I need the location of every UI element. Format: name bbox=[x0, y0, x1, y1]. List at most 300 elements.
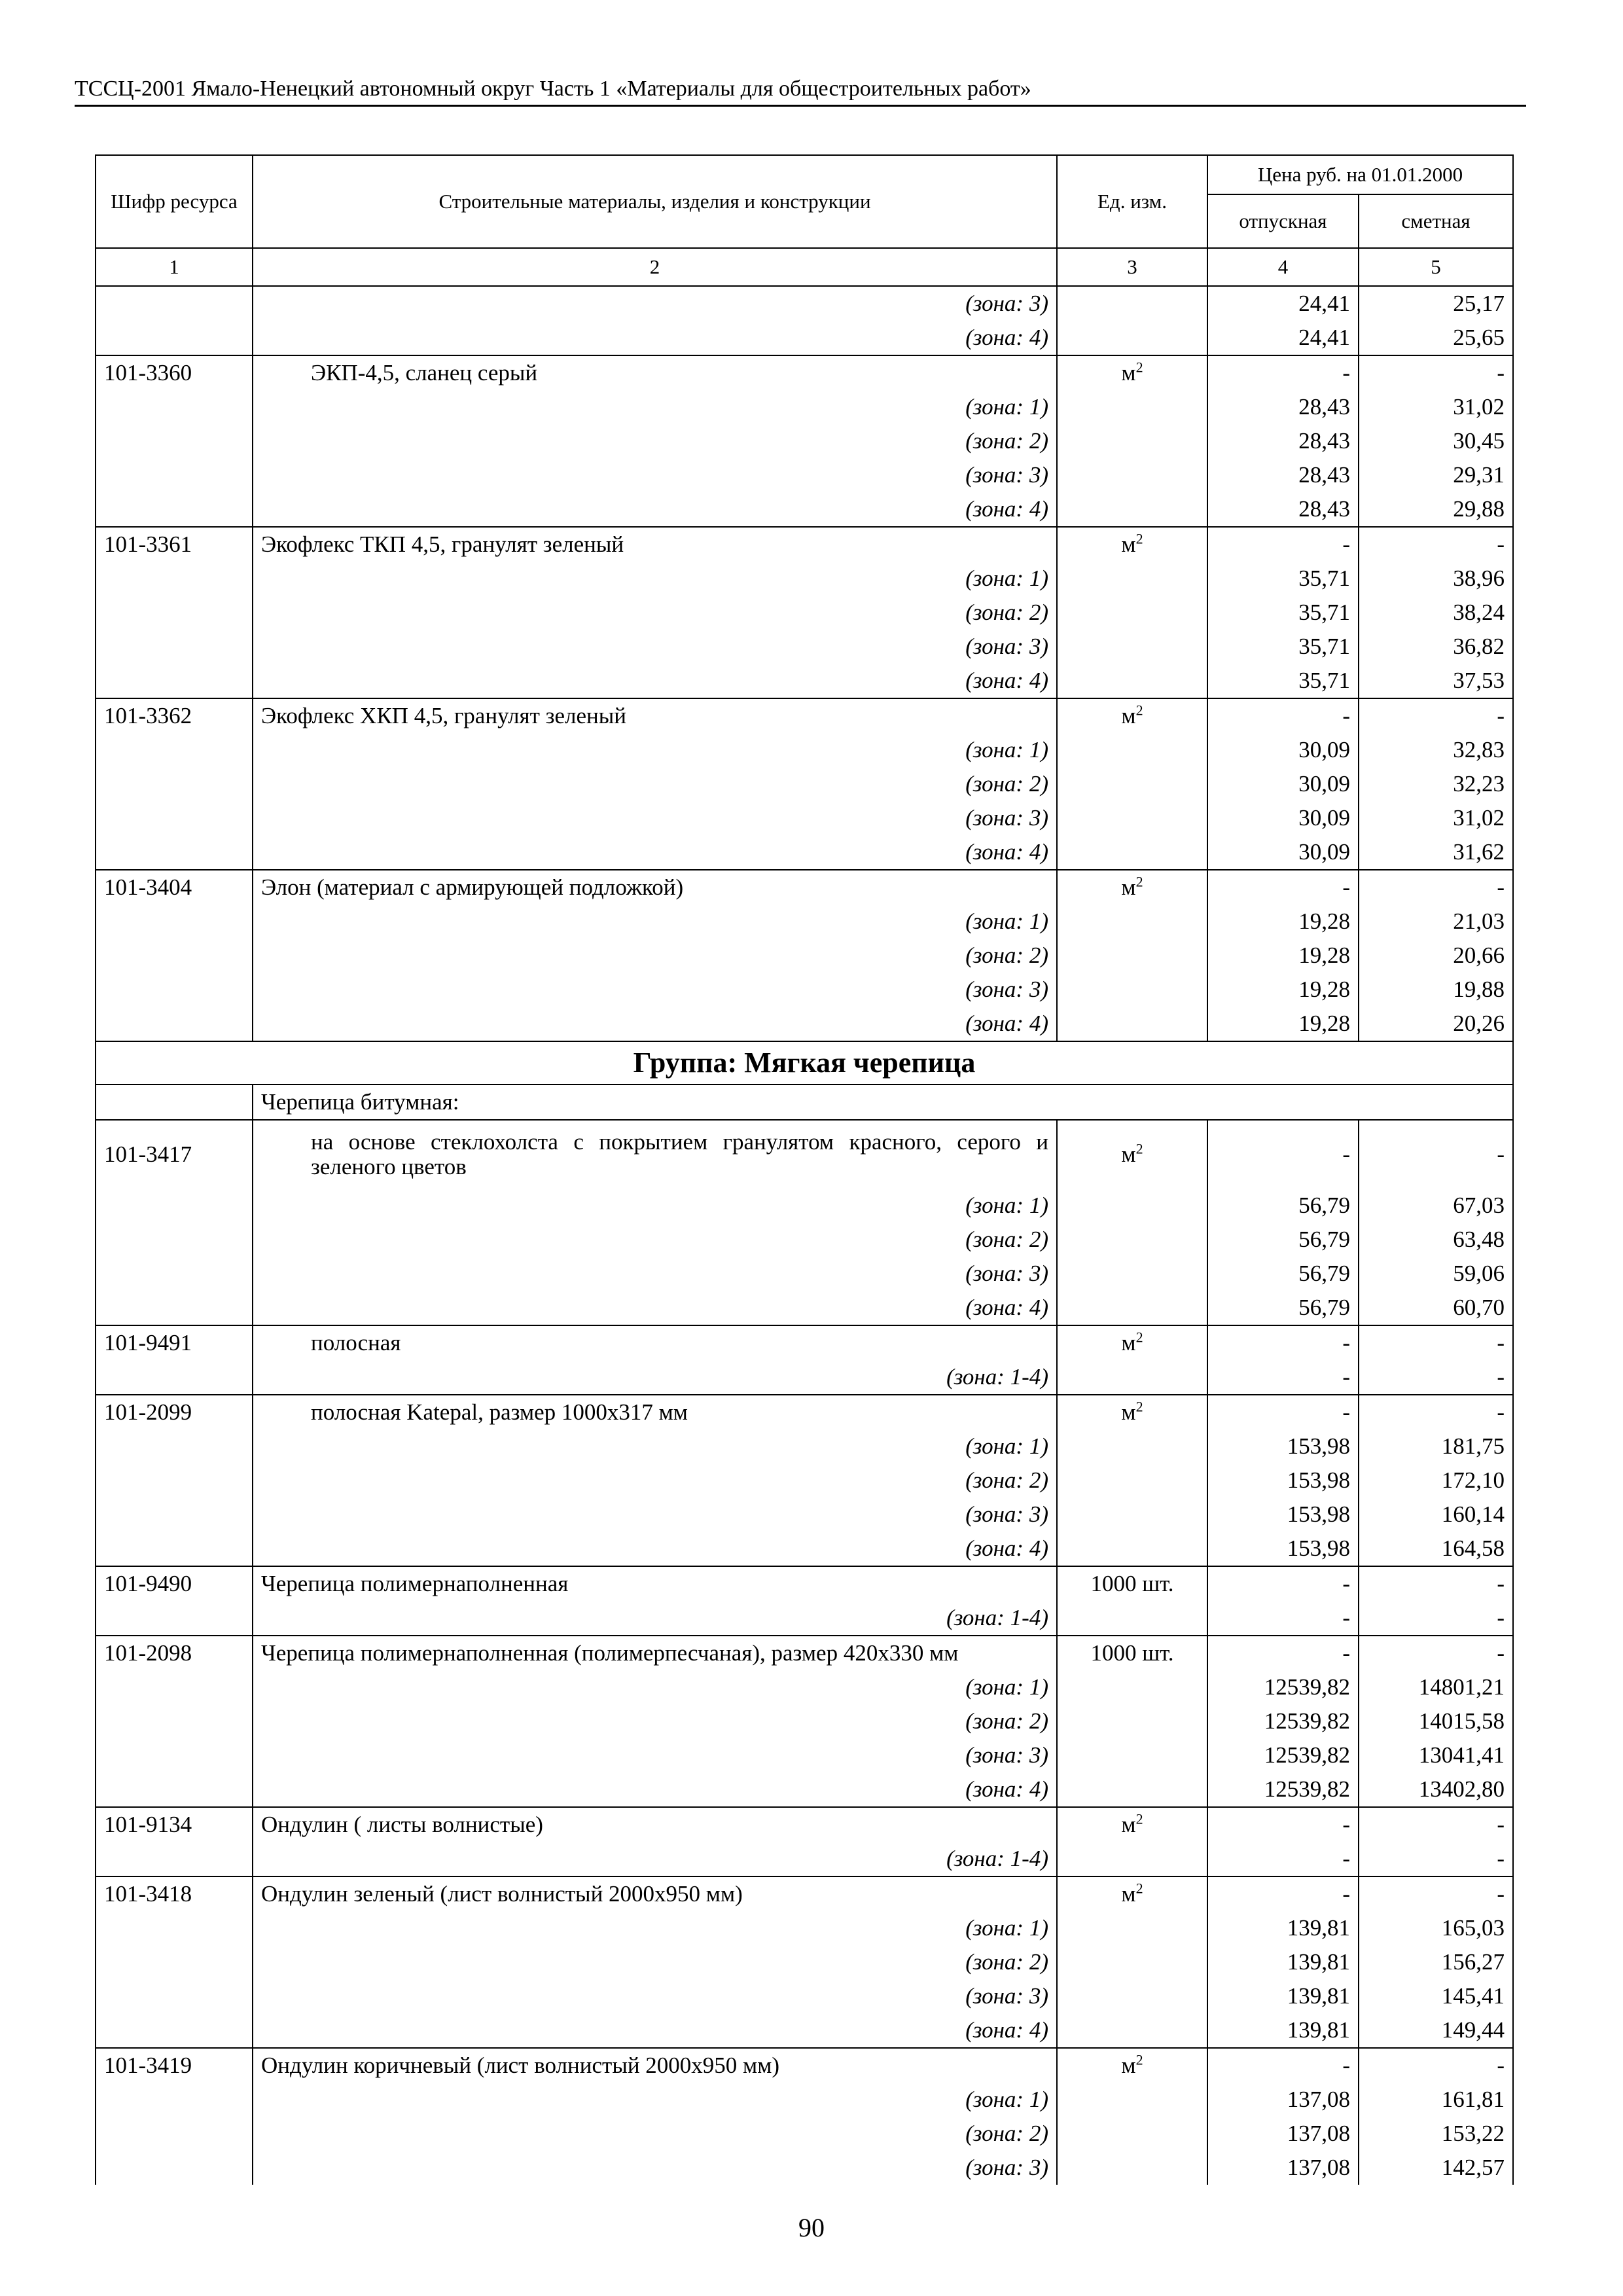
material-name: Ондулин зеленый (лист волнистый 2000х950 мм) bbox=[253, 1876, 1057, 1911]
estimate-price: 31,02 bbox=[1359, 390, 1513, 424]
unit-exponent: 2 bbox=[1135, 873, 1143, 890]
table-row bbox=[96, 1945, 1513, 1979]
zone-label: (зона: 3) bbox=[253, 1257, 1057, 1291]
zone-label: (зона: 2) bbox=[253, 1223, 1057, 1257]
resource-code bbox=[96, 1842, 253, 1876]
table-row bbox=[96, 1876, 1513, 1911]
unit-cell bbox=[1057, 1007, 1207, 1041]
table-row bbox=[96, 1566, 1513, 1601]
resource-code bbox=[96, 390, 253, 424]
unit-cell bbox=[1057, 1257, 1207, 1291]
release-price: - bbox=[1207, 1807, 1359, 1842]
resource-code bbox=[96, 973, 253, 1007]
estimate-price: 37,53 bbox=[1359, 664, 1513, 698]
material-name: Черепица полимернаполненная (полимерпесчаная), размер 420х330 мм bbox=[253, 1636, 1057, 1670]
release-price: 12539,82 bbox=[1207, 1670, 1359, 1704]
col-release-price-header: отпускная bbox=[1207, 194, 1359, 248]
zone-label: (зона: 1) bbox=[253, 733, 1057, 767]
release-price: 28,43 bbox=[1207, 492, 1359, 527]
table-row bbox=[96, 733, 1513, 767]
estimate-price: - bbox=[1359, 1395, 1513, 1429]
table-row bbox=[96, 1704, 1513, 1738]
resource-code: 101-9491 bbox=[96, 1325, 253, 1360]
unit-cell bbox=[1057, 939, 1207, 973]
table-row bbox=[96, 2117, 1513, 2151]
unit-cell bbox=[1057, 767, 1207, 801]
unit-text: м bbox=[1121, 1330, 1136, 1355]
unit-cell bbox=[1057, 801, 1207, 835]
resource-code bbox=[96, 767, 253, 801]
unit-exponent: 2 bbox=[1135, 2051, 1143, 2068]
estimate-price: 60,70 bbox=[1359, 1291, 1513, 1325]
table-row bbox=[96, 2013, 1513, 2048]
unit-cell bbox=[1057, 1842, 1207, 1876]
resource-code bbox=[96, 492, 253, 527]
table-row bbox=[96, 698, 1513, 733]
material-name: Черепица полимернаполненная bbox=[253, 1566, 1057, 1601]
release-price: 19,28 bbox=[1207, 1007, 1359, 1041]
zone-label: (зона: 1) bbox=[253, 1429, 1057, 1463]
estimate-price: 145,41 bbox=[1359, 1979, 1513, 2013]
unit-cell bbox=[1057, 492, 1207, 527]
table-row bbox=[96, 1670, 1513, 1704]
zone-label: (зона: 1-4) bbox=[253, 1360, 1057, 1395]
table-row bbox=[96, 458, 1513, 492]
unit-text: м bbox=[1121, 1399, 1136, 1425]
unit-text: 1000 шт. bbox=[1090, 1571, 1174, 1596]
estimate-price: 161,81 bbox=[1359, 2083, 1513, 2117]
release-price: - bbox=[1207, 1842, 1359, 1876]
resource-code bbox=[96, 2083, 253, 2117]
release-price: 19,28 bbox=[1207, 973, 1359, 1007]
release-price: 24,41 bbox=[1207, 321, 1359, 355]
estimate-price: 149,44 bbox=[1359, 2013, 1513, 2048]
resource-code bbox=[96, 1189, 253, 1223]
release-price: 35,71 bbox=[1207, 630, 1359, 664]
release-price: 153,98 bbox=[1207, 1429, 1359, 1463]
estimate-price: 67,03 bbox=[1359, 1189, 1513, 1223]
estimate-price: - bbox=[1359, 1360, 1513, 1395]
estimate-price: 165,03 bbox=[1359, 1911, 1513, 1945]
table-row bbox=[96, 1842, 1513, 1876]
table-row bbox=[96, 1772, 1513, 1807]
zone-label: (зона: 4) bbox=[253, 1291, 1057, 1325]
table-row bbox=[96, 630, 1513, 664]
unit-cell bbox=[1057, 286, 1207, 321]
release-price: 137,08 bbox=[1207, 2151, 1359, 2185]
resource-code bbox=[96, 1979, 253, 2013]
zone-label: (зона: 1) bbox=[253, 390, 1057, 424]
table-row bbox=[96, 1120, 1513, 1189]
resource-code bbox=[96, 424, 253, 458]
material-name: ЭКП-4,5, сланец серый bbox=[253, 355, 1057, 390]
release-price: - bbox=[1207, 1601, 1359, 1636]
unit-cell bbox=[1057, 1979, 1207, 2013]
unit-cell bbox=[1057, 2117, 1207, 2151]
release-price: 56,79 bbox=[1207, 1291, 1359, 1325]
release-price: 137,08 bbox=[1207, 2083, 1359, 2117]
estimate-price: 21,03 bbox=[1359, 905, 1513, 939]
resource-code bbox=[96, 1772, 253, 1807]
unit-cell bbox=[1057, 390, 1207, 424]
col-number-5: 5 bbox=[1359, 248, 1513, 286]
group-heading: Группа: Мягкая черепица bbox=[96, 1041, 1513, 1085]
resource-code bbox=[96, 939, 253, 973]
subheader-code-cell bbox=[96, 1085, 253, 1120]
zone-label: (зона: 2) bbox=[253, 424, 1057, 458]
release-price: - bbox=[1207, 1120, 1359, 1189]
resource-code bbox=[96, 1738, 253, 1772]
unit-cell bbox=[1057, 1189, 1207, 1223]
resource-code bbox=[96, 801, 253, 835]
page-header: ТССЦ-2001 Ямало-Ненецкий автономный округ Часть 1 «Материалы для общестроительных работ» bbox=[75, 73, 1526, 107]
table-row bbox=[96, 1429, 1513, 1463]
table-row bbox=[96, 390, 1513, 424]
resource-code bbox=[96, 1670, 253, 1704]
release-price: 35,71 bbox=[1207, 596, 1359, 630]
zone-label: (зона: 2) bbox=[253, 1945, 1057, 1979]
estimate-price: - bbox=[1359, 870, 1513, 905]
estimate-price: 38,24 bbox=[1359, 596, 1513, 630]
unit-cell bbox=[1057, 527, 1207, 562]
resource-code bbox=[96, 596, 253, 630]
unit-cell bbox=[1057, 2151, 1207, 2185]
resource-code: 101-3362 bbox=[96, 698, 253, 733]
release-price: 139,81 bbox=[1207, 2013, 1359, 2048]
material-name: полосная bbox=[253, 1325, 1057, 1360]
table-row bbox=[96, 2048, 1513, 2083]
subheader-label: Черепица битумная: bbox=[253, 1085, 1513, 1120]
release-price: - bbox=[1207, 1876, 1359, 1911]
table-row bbox=[96, 1085, 1513, 1120]
table-row bbox=[96, 1395, 1513, 1429]
estimate-price: 29,88 bbox=[1359, 492, 1513, 527]
unit-cell bbox=[1057, 1945, 1207, 1979]
table-row bbox=[96, 2083, 1513, 2117]
release-price: 153,98 bbox=[1207, 1532, 1359, 1566]
release-price: 24,41 bbox=[1207, 286, 1359, 321]
unit-cell bbox=[1057, 1223, 1207, 1257]
zone-label: (зона: 1) bbox=[253, 1189, 1057, 1223]
table-row bbox=[96, 596, 1513, 630]
resource-code: 101-2098 bbox=[96, 1636, 253, 1670]
resource-code bbox=[96, 1532, 253, 1566]
table-row bbox=[96, 2151, 1513, 2185]
zone-label: (зона: 2) bbox=[253, 767, 1057, 801]
estimate-price: 142,57 bbox=[1359, 2151, 1513, 2185]
estimate-price: - bbox=[1359, 1876, 1513, 1911]
estimate-price: 160,14 bbox=[1359, 1498, 1513, 1532]
zone-label: (зона: 3) bbox=[253, 630, 1057, 664]
zone-label: (зона: 1) bbox=[253, 562, 1057, 596]
estimate-price: 13041,41 bbox=[1359, 1738, 1513, 1772]
release-price: 56,79 bbox=[1207, 1189, 1359, 1223]
unit-cell bbox=[1057, 2013, 1207, 2048]
unit-cell bbox=[1057, 1325, 1207, 1360]
unit-cell bbox=[1057, 698, 1207, 733]
zone-label: (зона: 2) bbox=[253, 1463, 1057, 1498]
zone-label: (зона: 4) bbox=[253, 321, 1057, 355]
unit-cell bbox=[1057, 733, 1207, 767]
estimate-price: - bbox=[1359, 355, 1513, 390]
release-price: 153,98 bbox=[1207, 1463, 1359, 1498]
zone-label: (зона: 1) bbox=[253, 905, 1057, 939]
table-row bbox=[96, 905, 1513, 939]
resource-code bbox=[96, 1223, 253, 1257]
table-head bbox=[96, 155, 1513, 286]
unit-cell bbox=[1057, 1360, 1207, 1395]
zone-label: (зона: 1-4) bbox=[253, 1842, 1057, 1876]
table-row bbox=[96, 355, 1513, 390]
estimate-price: 156,27 bbox=[1359, 1945, 1513, 1979]
zone-label: (зона: 1) bbox=[253, 1911, 1057, 1945]
material-name: Ондулин ( листы волнистые) bbox=[253, 1807, 1057, 1842]
resource-code bbox=[96, 1007, 253, 1041]
resource-code bbox=[96, 630, 253, 664]
estimate-price: 36,82 bbox=[1359, 630, 1513, 664]
estimate-price: 31,62 bbox=[1359, 835, 1513, 870]
estimate-price: 14801,21 bbox=[1359, 1670, 1513, 1704]
unit-text: м bbox=[1121, 1812, 1136, 1837]
unit-cell bbox=[1057, 2048, 1207, 2083]
col-number-3: 3 bbox=[1057, 248, 1207, 286]
unit-text: м bbox=[1121, 531, 1136, 557]
unit-cell bbox=[1057, 1911, 1207, 1945]
unit-cell bbox=[1057, 973, 1207, 1007]
release-price: 30,09 bbox=[1207, 733, 1359, 767]
unit-cell bbox=[1057, 1566, 1207, 1601]
zone-label: (зона: 3) bbox=[253, 973, 1057, 1007]
table-row bbox=[96, 1738, 1513, 1772]
unit-cell bbox=[1057, 1120, 1207, 1189]
zone-label: (зона: 4) bbox=[253, 2013, 1057, 2048]
table-row bbox=[96, 1601, 1513, 1636]
unit-cell bbox=[1057, 458, 1207, 492]
release-price: - bbox=[1207, 2048, 1359, 2083]
unit-cell bbox=[1057, 630, 1207, 664]
col-estimate-price-header: сметная bbox=[1359, 194, 1513, 248]
table-row bbox=[96, 1532, 1513, 1566]
resource-code: 101-3404 bbox=[96, 870, 253, 905]
estimate-price: - bbox=[1359, 527, 1513, 562]
table-row bbox=[96, 286, 1513, 321]
zone-label: (зона: 3) bbox=[253, 286, 1057, 321]
release-price: 56,79 bbox=[1207, 1223, 1359, 1257]
unit-cell bbox=[1057, 596, 1207, 630]
estimate-price: 172,10 bbox=[1359, 1463, 1513, 1498]
resource-code bbox=[96, 1498, 253, 1532]
table-row bbox=[96, 870, 1513, 905]
unit-cell bbox=[1057, 2083, 1207, 2117]
estimate-price: 29,31 bbox=[1359, 458, 1513, 492]
release-price: - bbox=[1207, 698, 1359, 733]
resource-code bbox=[96, 1360, 253, 1395]
resource-code: 101-9134 bbox=[96, 1807, 253, 1842]
resource-code bbox=[96, 286, 253, 321]
estimate-price: 25,17 bbox=[1359, 286, 1513, 321]
zone-label: (зона: 3) bbox=[253, 1738, 1057, 1772]
table-row bbox=[96, 1007, 1513, 1041]
zone-label: (зона: 4) bbox=[253, 664, 1057, 698]
resource-code bbox=[96, 1463, 253, 1498]
table-row bbox=[96, 1463, 1513, 1498]
table-row bbox=[96, 1189, 1513, 1223]
release-price: 12539,82 bbox=[1207, 1772, 1359, 1807]
page-number: 90 bbox=[798, 2213, 825, 2242]
table-row bbox=[96, 767, 1513, 801]
release-price: - bbox=[1207, 355, 1359, 390]
zone-label: (зона: 3) bbox=[253, 1498, 1057, 1532]
zone-label: (зона: 4) bbox=[253, 1007, 1057, 1041]
estimate-price: - bbox=[1359, 1325, 1513, 1360]
resource-code bbox=[96, 562, 253, 596]
table-row bbox=[96, 1807, 1513, 1842]
price-table bbox=[95, 154, 1514, 2185]
unit-cell bbox=[1057, 424, 1207, 458]
release-price: 28,43 bbox=[1207, 390, 1359, 424]
table-row bbox=[96, 1257, 1513, 1291]
table-row bbox=[96, 1911, 1513, 1945]
unit-text: м bbox=[1121, 360, 1136, 386]
unit-exponent: 2 bbox=[1135, 1398, 1143, 1415]
material-name: Экофлекс ТКП 4,5, гранулят зеленый bbox=[253, 527, 1057, 562]
resource-code bbox=[96, 2013, 253, 2048]
table-row bbox=[96, 562, 1513, 596]
resource-code bbox=[96, 321, 253, 355]
unit-cell bbox=[1057, 1429, 1207, 1463]
unit-cell bbox=[1057, 1395, 1207, 1429]
col-name-header: Строительные материалы, изделия и конструкции bbox=[253, 155, 1057, 248]
zone-label: (зона: 1) bbox=[253, 1670, 1057, 1704]
material-name: полосная Katepal, размер 1000х317 мм bbox=[253, 1395, 1057, 1429]
resource-code: 101-3418 bbox=[96, 1876, 253, 1911]
estimate-price: 38,96 bbox=[1359, 562, 1513, 596]
unit-cell bbox=[1057, 1636, 1207, 1670]
resource-code: 101-3417 bbox=[96, 1120, 253, 1189]
unit-cell bbox=[1057, 1772, 1207, 1807]
release-price: 19,28 bbox=[1207, 939, 1359, 973]
zone-label: (зона: 3) bbox=[253, 458, 1057, 492]
estimate-price: 63,48 bbox=[1359, 1223, 1513, 1257]
estimate-price: - bbox=[1359, 1566, 1513, 1601]
estimate-price: 181,75 bbox=[1359, 1429, 1513, 1463]
table-row bbox=[96, 1223, 1513, 1257]
unit-cell bbox=[1057, 664, 1207, 698]
zone-label: (зона: 2) bbox=[253, 596, 1057, 630]
release-price: 137,08 bbox=[1207, 2117, 1359, 2151]
estimate-price: 14015,58 bbox=[1359, 1704, 1513, 1738]
release-price: 30,09 bbox=[1207, 835, 1359, 870]
release-price: 153,98 bbox=[1207, 1498, 1359, 1532]
release-price: 12539,82 bbox=[1207, 1738, 1359, 1772]
col-number-4: 4 bbox=[1207, 248, 1359, 286]
resource-code bbox=[96, 835, 253, 870]
release-price: 28,43 bbox=[1207, 458, 1359, 492]
table-row bbox=[96, 492, 1513, 527]
zone-label: (зона: 2) bbox=[253, 939, 1057, 973]
release-price: - bbox=[1207, 1325, 1359, 1360]
material-name: Ондулин коричневый (лист волнистый 2000х950 мм) bbox=[253, 2048, 1057, 2083]
resource-code bbox=[96, 905, 253, 939]
zone-label: (зона: 1) bbox=[253, 2083, 1057, 2117]
resource-code bbox=[96, 1291, 253, 1325]
release-price: - bbox=[1207, 1566, 1359, 1601]
material-name: Экофлекс ХКП 4,5, гранулят зеленый bbox=[253, 698, 1057, 733]
estimate-price: 59,06 bbox=[1359, 1257, 1513, 1291]
estimate-price: 20,66 bbox=[1359, 939, 1513, 973]
col-code-header: Шифр ресурса bbox=[96, 155, 253, 248]
release-price: 139,81 bbox=[1207, 1911, 1359, 1945]
table-row bbox=[96, 527, 1513, 562]
table-row bbox=[96, 1636, 1513, 1670]
unit-cell bbox=[1057, 1498, 1207, 1532]
unit-cell bbox=[1057, 1807, 1207, 1842]
resource-code: 101-3361 bbox=[96, 527, 253, 562]
table-row bbox=[96, 973, 1513, 1007]
release-price: 56,79 bbox=[1207, 1257, 1359, 1291]
estimate-price: 30,45 bbox=[1359, 424, 1513, 458]
estimate-price: 25,65 bbox=[1359, 321, 1513, 355]
resource-code bbox=[96, 458, 253, 492]
estimate-price: - bbox=[1359, 1120, 1513, 1189]
release-price: - bbox=[1207, 527, 1359, 562]
estimate-price: 153,22 bbox=[1359, 2117, 1513, 2151]
unit-cell bbox=[1057, 1291, 1207, 1325]
unit-exponent: 2 bbox=[1135, 1880, 1143, 1897]
release-price: - bbox=[1207, 1636, 1359, 1670]
estimate-price: - bbox=[1359, 698, 1513, 733]
estimate-price: - bbox=[1359, 2048, 1513, 2083]
table-row bbox=[96, 1360, 1513, 1395]
table-row bbox=[96, 801, 1513, 835]
release-price: - bbox=[1207, 1395, 1359, 1429]
unit-text: м bbox=[1121, 874, 1136, 900]
unit-exponent: 2 bbox=[1135, 1810, 1143, 1827]
resource-code bbox=[96, 1429, 253, 1463]
unit-text: м bbox=[1121, 703, 1136, 728]
table-row bbox=[96, 321, 1513, 355]
unit-cell bbox=[1057, 355, 1207, 390]
unit-cell bbox=[1057, 321, 1207, 355]
zone-label: (зона: 2) bbox=[253, 1704, 1057, 1738]
table-row bbox=[96, 1291, 1513, 1325]
table-row bbox=[96, 1325, 1513, 1360]
estimate-price: 19,88 bbox=[1359, 973, 1513, 1007]
estimate-price: - bbox=[1359, 1601, 1513, 1636]
release-price: 35,71 bbox=[1207, 562, 1359, 596]
release-price: - bbox=[1207, 1360, 1359, 1395]
zone-label: (зона: 4) bbox=[253, 1532, 1057, 1566]
unit-cell bbox=[1057, 1876, 1207, 1911]
resource-code bbox=[96, 664, 253, 698]
estimate-price: - bbox=[1359, 1807, 1513, 1842]
zone-label: (зона: 2) bbox=[253, 2117, 1057, 2151]
unit-cell bbox=[1057, 1704, 1207, 1738]
unit-cell bbox=[1057, 1601, 1207, 1636]
col-unit-header: Ед. изм. bbox=[1057, 155, 1207, 248]
zone-label: (зона: 3) bbox=[253, 801, 1057, 835]
estimate-price: - bbox=[1359, 1842, 1513, 1876]
zone-label: (зона: 4) bbox=[253, 835, 1057, 870]
col-number-1: 1 bbox=[96, 248, 253, 286]
unit-cell bbox=[1057, 1463, 1207, 1498]
release-price: 28,43 bbox=[1207, 424, 1359, 458]
release-price: 30,09 bbox=[1207, 801, 1359, 835]
col-number-2: 2 bbox=[253, 248, 1057, 286]
release-price: 139,81 bbox=[1207, 1945, 1359, 1979]
release-price: 30,09 bbox=[1207, 767, 1359, 801]
estimate-price: 20,26 bbox=[1359, 1007, 1513, 1041]
